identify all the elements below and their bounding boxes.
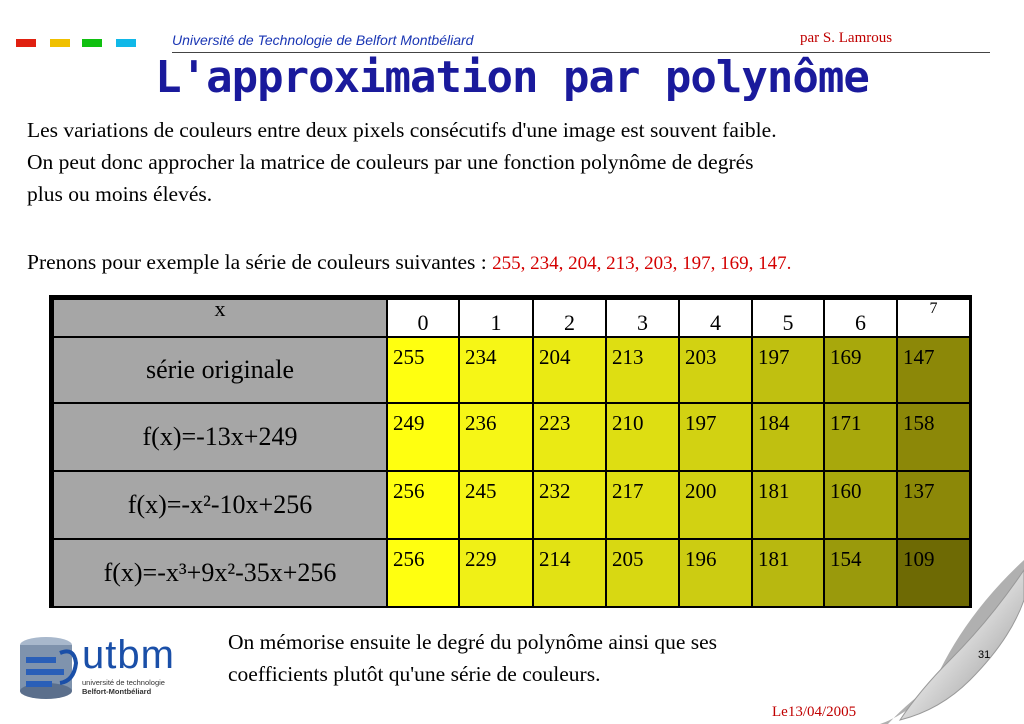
- value-cell: 197: [752, 337, 824, 403]
- value-cell: 154: [824, 539, 897, 607]
- value-cell: 196: [679, 539, 752, 607]
- slide-title: L'approximation par polynôme: [155, 52, 869, 103]
- row-label: f(x)=-13x+249: [53, 403, 387, 471]
- column-header: 6: [824, 299, 897, 337]
- row-label: série originale: [53, 337, 387, 403]
- row-label: f(x)=-x³+9x²-35x+256: [53, 539, 387, 607]
- corner-cell: x: [53, 299, 387, 337]
- author-name: par S. Lamrous: [800, 30, 893, 46]
- table-header-row: [53, 299, 970, 337]
- intro-paragraph: [27, 114, 1007, 210]
- value-cell: 229: [459, 539, 533, 607]
- series-sentence: [27, 246, 1007, 280]
- series-values: 255, 234, 204, 213, 203, 197, 169, 147.: [492, 253, 792, 274]
- header-square-red: [16, 39, 36, 47]
- value-cell: 137: [897, 471, 970, 539]
- conclusion-paragraph: [228, 626, 908, 690]
- value-cell: 169: [824, 337, 897, 403]
- value-cell: 232: [533, 471, 606, 539]
- value-cell: 256: [387, 471, 459, 539]
- conclusion-line-2: coefficients plutôt qu'une série de couleurs.: [228, 662, 601, 686]
- value-cell: 234: [459, 337, 533, 403]
- column-header: 5: [752, 299, 824, 337]
- table-row: [53, 337, 970, 403]
- conclusion-line-1: On mémorise ensuite le degré du polynôme ainsi que ses: [228, 630, 718, 654]
- header-square-green: [82, 39, 102, 47]
- header-square-yellow: [50, 39, 70, 47]
- table-row: [53, 403, 970, 471]
- value-cell: 217: [606, 471, 679, 539]
- column-header: 3: [606, 299, 679, 337]
- value-cell: 249: [387, 403, 459, 471]
- value-cell: 236: [459, 403, 533, 471]
- column-header: 1: [459, 299, 533, 337]
- value-cell: 171: [824, 403, 897, 471]
- table-row: [53, 539, 970, 607]
- slide-date: Le13/04/2005: [772, 704, 857, 720]
- page-number: 31: [978, 649, 991, 661]
- value-cell: 255: [387, 337, 459, 403]
- page-curl-graphic: [880, 560, 1024, 724]
- intro-line-3: plus ou moins élevés.: [27, 182, 213, 206]
- value-cell: 205: [606, 539, 679, 607]
- value-cell: 214: [533, 539, 606, 607]
- value-cell: 245: [459, 471, 533, 539]
- university-name: Université de Technologie de Belfort Montbéliard: [172, 32, 474, 48]
- values-table: [49, 295, 972, 608]
- column-header: 4: [679, 299, 752, 337]
- column-header: 0: [387, 299, 459, 337]
- value-cell: 158: [897, 403, 970, 471]
- value-cell: 147: [897, 337, 970, 403]
- row-label: f(x)=-x²-10x+256: [53, 471, 387, 539]
- value-cell: 181: [752, 471, 824, 539]
- value-cell: 223: [533, 403, 606, 471]
- column-header: 2: [533, 299, 606, 337]
- value-cell: 256: [387, 539, 459, 607]
- value-cell: 184: [752, 403, 824, 471]
- value-cell: 203: [679, 337, 752, 403]
- value-cell: 160: [824, 471, 897, 539]
- header-square-cyan: [116, 39, 136, 47]
- table-row: [53, 471, 970, 539]
- value-cell: 109: [897, 539, 970, 607]
- utbm-logo-icon: [20, 637, 76, 699]
- value-cell: 204: [533, 337, 606, 403]
- column-header: 7: [897, 299, 970, 337]
- intro-line-1: Les variations de couleurs entre deux pixels consécutifs d'une image est souvent faible.: [27, 118, 777, 142]
- logo-subtitle: université de technologie: [82, 678, 165, 687]
- logo-wordmark: utbm: [82, 633, 175, 677]
- intro-line-2: On peut donc approcher la matrice de couleurs par une fonction polynôme de degrés: [27, 150, 754, 174]
- series-prefix: Prenons pour exemple la série de couleurs suivantes :: [27, 250, 493, 274]
- value-cell: 210: [606, 403, 679, 471]
- value-cell: 181: [752, 539, 824, 607]
- value-cell: 213: [606, 337, 679, 403]
- value-cell: 200: [679, 471, 752, 539]
- logo-location: Belfort-Montbéliard: [82, 687, 152, 696]
- value-cell: 197: [679, 403, 752, 471]
